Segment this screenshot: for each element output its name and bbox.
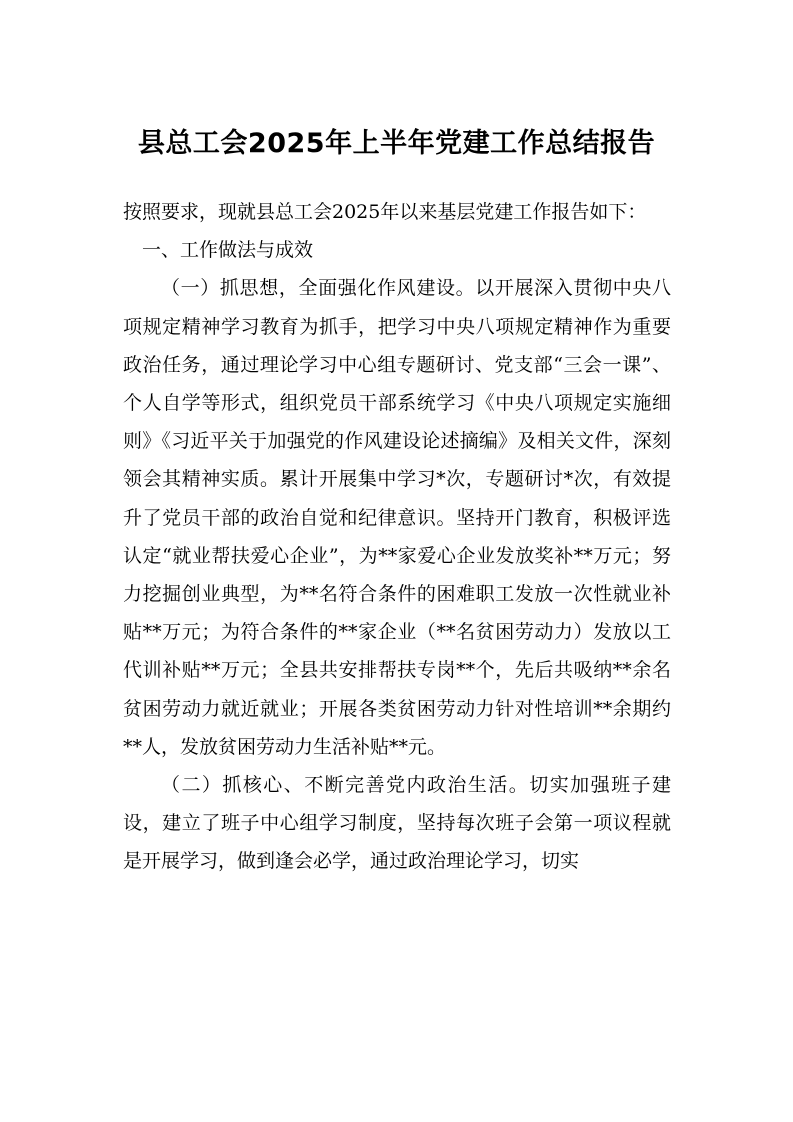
body-paragraph-2: （二）抓核心、不断完善党内政治生活。切实加强班子建设，建立了班子中心组学习制度，坚持每次班子会第一项议程就是开展学习，做到逢会必学，通过政治理论学习，切实 <box>123 774 671 873</box>
section-heading: 一、工作做法与成效 <box>142 239 314 262</box>
body-paragraph-1: （一）抓思想，全面强化作风建设。以开展深入贯彻中央八项规定精神学习教育为抓手，把学习中央八项规定精神作为重要政治任务，通过理论学习中心组专题研讨、党支部“三会一课”、个人自学等形式，组织党员干部系统学习《中央八项规定实施细则》《习近平关于加强党的作风建设论述摘编》及相关文件，深刻领会其精神实质。累计开展集中学习*次，专题研讨*次，有效提升了党员干部的政治自觉和纪律意识。坚持开门教育，积极评选认定“就业帮扶爱心企业”，为**家爱心企业发放奖补**万元；努力挖掘创业典型，为**名符合条件的困难职工发放一次性就业补贴**万元；为符合条件的**家企业（**名贫困劳动力）发放以工代训补贴**万元；全县共安排帮扶专岗**个，先后共吸纳**余名贫困劳动力就近就业；开展各类贫困劳动力针对性培训**余期约**人，发放贫困劳动力生活补贴**元。 <box>123 277 671 758</box>
intro-paragraph: 按照要求，现就县总工会2025年以来基层党建工作报告如下： <box>123 201 647 223</box>
document-title: 县总工会2025年上半年党建工作总结报告 <box>137 128 656 159</box>
document-body <box>123 193 671 881</box>
